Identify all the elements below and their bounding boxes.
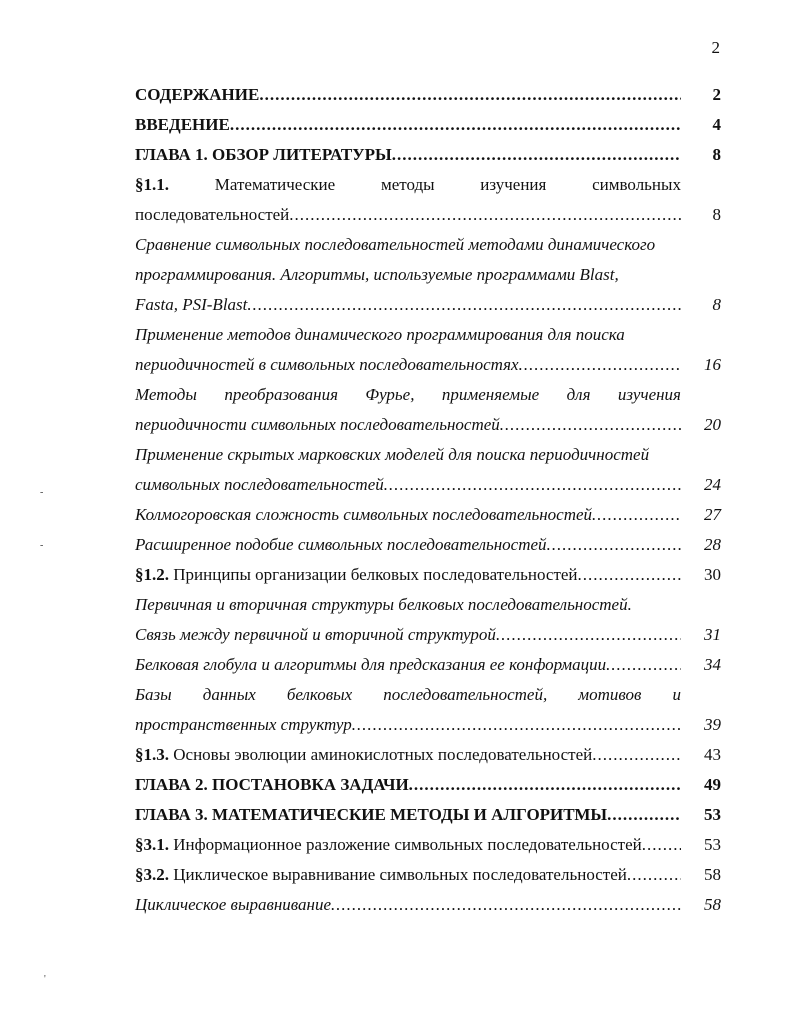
- toc-entry-line: [135, 440, 721, 470]
- toc-word: Методы: [135, 385, 197, 404]
- toc-entry-title: символьных последовательностей: [135, 475, 384, 494]
- toc-page-number: 27: [704, 505, 721, 524]
- dot-leader: [247, 290, 681, 320]
- section-number: §3.2.: [135, 865, 174, 884]
- toc-entry-line: [135, 140, 721, 170]
- toc-entry-line: [135, 80, 721, 110]
- toc-entry-title: Fasta, PSI-Blast: [135, 295, 248, 314]
- toc-entry-line: [135, 890, 721, 920]
- dot-leader: [592, 500, 681, 530]
- toc-entry-title: ГЛАВА 3. МАТЕМАТИЧЕСКИЕ МЕТОДЫ И АЛГОРИТМЫ: [135, 805, 608, 824]
- dot-leader: [606, 650, 681, 680]
- toc-entry-title: §3.2. Циклическое выравнивание символьных последовательностей: [135, 865, 627, 884]
- dot-leader: [578, 560, 681, 590]
- toc-entry[interactable]: [135, 800, 721, 830]
- toc-entry-line: [135, 860, 721, 890]
- toc-entry[interactable]: [135, 140, 721, 170]
- toc-page-number: 8: [712, 205, 721, 224]
- toc-entry[interactable]: [135, 380, 721, 440]
- page-number: 2: [711, 38, 720, 57]
- dot-leader: [392, 140, 681, 170]
- toc-entry[interactable]: [135, 740, 721, 770]
- dot-leader: [500, 410, 681, 440]
- toc-entry-title: Циклическое выравнивание: [135, 895, 332, 914]
- toc-entry-title: Применение методов динамического программирования для поиска: [135, 325, 625, 344]
- toc-entry-title: пространственных структур: [135, 715, 352, 734]
- toc-entry[interactable]: [135, 890, 721, 920]
- dot-leader: [230, 110, 681, 140]
- dot-leader: [519, 350, 681, 380]
- toc-word: последовательностей,: [383, 685, 548, 704]
- toc-entry-line: [135, 770, 721, 800]
- table-of-contents: [135, 80, 721, 920]
- toc-entry-line: [135, 710, 721, 740]
- toc-word: применяемые: [441, 385, 540, 404]
- toc-page-number: 39: [704, 715, 721, 734]
- toc-page-number: 53: [704, 835, 721, 854]
- toc-page-number: 30: [704, 565, 721, 584]
- dot-leader: [607, 800, 681, 830]
- toc-entry-line: [135, 470, 721, 500]
- toc-word: мотивов: [578, 685, 642, 704]
- toc-entry-line: [135, 410, 721, 440]
- scan-speck: ': [44, 974, 46, 985]
- dot-leader: [642, 830, 681, 860]
- toc-word: §1.1.: [135, 175, 169, 194]
- dot-leader: [547, 530, 681, 560]
- toc-entry-line: [135, 110, 721, 140]
- toc-entry-title: ГЛАВА 1. ОБЗОР ЛИТЕРАТУРЫ: [135, 145, 392, 164]
- toc-entry-line: [135, 320, 721, 350]
- dot-leader: [627, 860, 681, 890]
- toc-entry-title: Колмогоровская сложность символьных последовательностей: [135, 505, 593, 524]
- toc-word: данных: [202, 685, 256, 704]
- toc-entry-title: Сравнение символьных последовательностей методами динамического: [135, 235, 656, 254]
- toc-page-number: 58: [704, 895, 721, 914]
- toc-entry[interactable]: [135, 80, 721, 110]
- toc-page-number: 53: [704, 805, 721, 824]
- toc-entry-line: [135, 800, 721, 830]
- section-number: §1.2.: [135, 565, 174, 584]
- toc-entry[interactable]: [135, 170, 721, 230]
- toc-entry-line: [135, 530, 721, 560]
- toc-page-number: 16: [704, 355, 721, 374]
- toc-entry-line: [135, 620, 721, 650]
- toc-entry[interactable]: [135, 680, 721, 740]
- toc-page-number: 4: [712, 115, 721, 134]
- toc-entry-line: [135, 650, 721, 680]
- section-number: §3.1.: [135, 835, 174, 854]
- toc-entry-line: [135, 350, 721, 380]
- toc-entry-line: [135, 500, 721, 530]
- toc-page-number: 34: [704, 655, 721, 674]
- toc-entry-line: [135, 200, 721, 230]
- toc-word: и: [672, 685, 681, 704]
- dot-leader: [592, 740, 681, 770]
- toc-entry[interactable]: [135, 320, 721, 380]
- toc-word: изучения: [617, 385, 681, 404]
- toc-page-number: 24: [704, 475, 721, 494]
- toc-word: символьных: [592, 175, 681, 194]
- toc-page-number: 2: [712, 85, 721, 104]
- toc-entry-title: §3.1. Информационное разложение символьных последовательностей: [135, 835, 642, 854]
- toc-entry-line: [135, 260, 721, 290]
- scan-speck: -: [40, 487, 44, 498]
- toc-entry[interactable]: [135, 590, 721, 650]
- dot-leader: [289, 200, 681, 230]
- toc-entry-line: [135, 680, 721, 710]
- toc-page-number: 28: [704, 535, 721, 554]
- toc-entry-line: [135, 830, 721, 860]
- dot-leader: [331, 890, 681, 920]
- toc-entry-line: [135, 380, 721, 410]
- toc-page-number: 8: [712, 295, 721, 314]
- dot-leader: [384, 470, 681, 500]
- toc-entry-title: Первичная и вторичная структуры белковых последовательностей.: [135, 595, 632, 614]
- toc-entry-title: последовательностей: [135, 205, 290, 224]
- toc-page-number: 43: [704, 745, 721, 764]
- toc-word: преобразования: [224, 385, 338, 404]
- toc-page-number: 20: [704, 415, 721, 434]
- dot-leader: [409, 770, 681, 800]
- toc-entry-title: периодичности символьных последовательностей: [135, 415, 500, 434]
- scan-speck: -: [40, 540, 44, 551]
- toc-entry-line: [135, 740, 721, 770]
- dot-leader: [352, 710, 681, 740]
- toc-entry-title: программирования. Алгоритмы, используемые программами Blast,: [135, 265, 619, 284]
- toc-entry-line: [135, 170, 721, 200]
- toc-entry[interactable]: [135, 860, 721, 890]
- toc-entry-title: §1.2. Принципы организации белковых последовательностей: [135, 565, 578, 584]
- section-number: §1.3.: [135, 745, 174, 764]
- toc-entry[interactable]: [135, 770, 721, 800]
- dot-leader: [259, 80, 681, 110]
- toc-page-number: 49: [704, 775, 721, 794]
- toc-entry[interactable]: [135, 830, 721, 860]
- toc-entry-title: §1.3. Основы эволюции аминокислотных последовательностей: [135, 745, 593, 764]
- toc-word: методы: [380, 175, 435, 194]
- dot-leader: [496, 620, 681, 650]
- toc-entry-title: СОДЕРЖАНИЕ: [135, 85, 260, 104]
- toc-entry-title: Расширенное подобие символьных последовательностей: [135, 535, 547, 554]
- toc-entry[interactable]: [135, 560, 721, 590]
- toc-page-number: 31: [704, 625, 721, 644]
- toc-entry-line: [135, 290, 721, 320]
- toc-word: Математические: [214, 175, 336, 194]
- toc-entry[interactable]: [135, 110, 721, 140]
- toc-entry-title: Белковая глобула и алгоритмы для предсказания ее конформации: [135, 655, 607, 674]
- toc-entry[interactable]: [135, 650, 721, 680]
- toc-entry[interactable]: [135, 230, 721, 320]
- toc-page-number: 58: [704, 865, 721, 884]
- toc-entry-line: [135, 560, 721, 590]
- toc-entry-line: [135, 230, 721, 260]
- toc-word: Базы: [135, 685, 172, 704]
- toc-page-number: 8: [712, 145, 721, 164]
- toc-entry[interactable]: [135, 440, 721, 500]
- toc-entry-title: Связь между первичной и вторичной структурой: [135, 625, 496, 644]
- toc-entry-line: [135, 590, 721, 620]
- toc-word: для: [566, 385, 591, 404]
- toc-word: Фурье,: [365, 385, 415, 404]
- toc-word: изучения: [480, 175, 547, 194]
- toc-entry[interactable]: [135, 530, 721, 560]
- toc-entry-title: ГЛАВА 2. ПОСТАНОВКА ЗАДАЧИ: [135, 775, 409, 794]
- toc-entry-title: ВВЕДЕНИЕ: [135, 115, 230, 134]
- toc-entry-title: периодичностей в символьных последовательностях: [135, 355, 519, 374]
- toc-entry-title: Применение скрытых марковских моделей для поиска периодичностей: [135, 445, 650, 464]
- toc-entry[interactable]: [135, 500, 721, 530]
- toc-word: белковых: [286, 685, 353, 704]
